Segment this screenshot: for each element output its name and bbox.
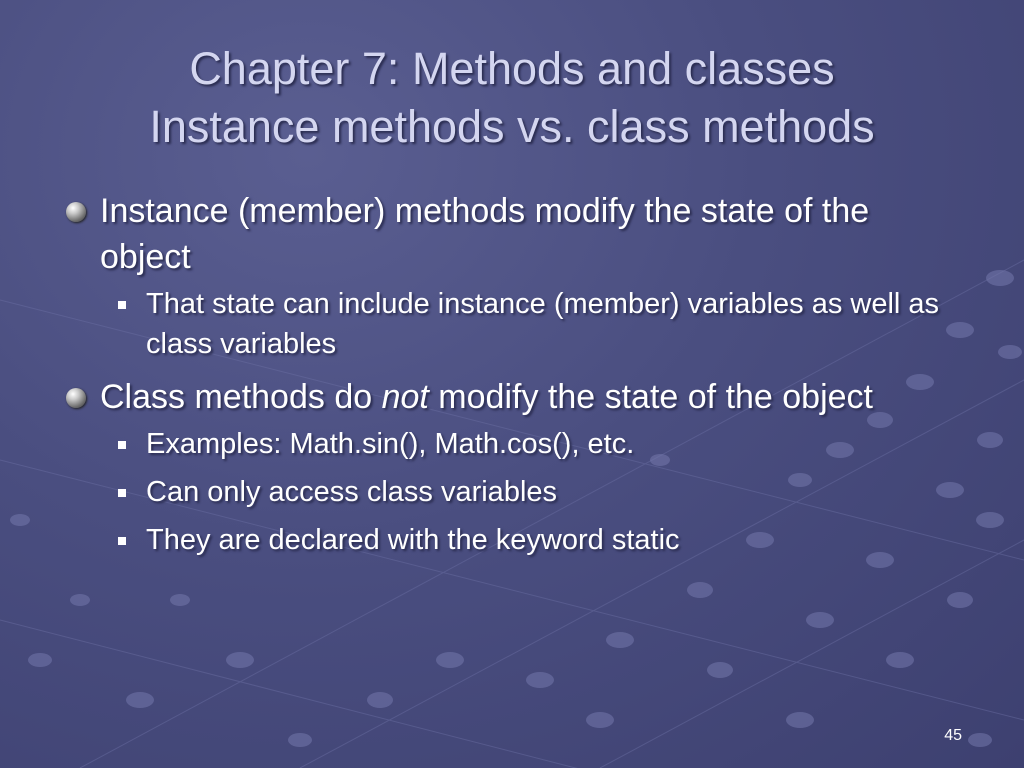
sub-bullet-state-variables <box>62 284 962 364</box>
sub-bullet-text: Examples: Math.sin(), Math.cos(), etc. <box>146 428 635 460</box>
sub-bullet-text: Can only access class variables <box>146 476 558 508</box>
sub-bullet-class-variables <box>62 472 962 512</box>
slide-title <box>40 40 984 156</box>
sphere-bullet-icon <box>66 202 86 222</box>
sub-bullet-text: They are declared with the keyword static <box>146 524 680 556</box>
bullet-text: Instance (member) methods modify the state of the object <box>100 192 870 276</box>
bullet-instance-methods <box>62 188 962 280</box>
bullet-text-after: modify the state of the object <box>428 378 874 416</box>
sphere-bullet-icon <box>66 388 86 408</box>
square-bullet-icon <box>118 301 126 309</box>
square-bullet-icon <box>118 537 126 545</box>
bullet-text-emphasis: not <box>381 378 429 416</box>
title-line-2: Instance methods vs. class methods <box>149 101 875 152</box>
sub-bullet-examples <box>62 424 962 464</box>
square-bullet-icon <box>118 489 126 497</box>
square-bullet-icon <box>118 441 126 449</box>
bullet-class-methods <box>62 374 962 420</box>
slide-body <box>62 188 962 568</box>
title-line-1: Chapter 7: Methods and classes <box>189 43 835 94</box>
sub-bullet-text: That state can include instance (member) variables as well as class variables <box>146 288 940 360</box>
sub-bullet-keyword-static <box>62 520 962 560</box>
bullet-text-before: Class methods do <box>100 378 382 416</box>
page-number: 45 <box>944 727 962 744</box>
